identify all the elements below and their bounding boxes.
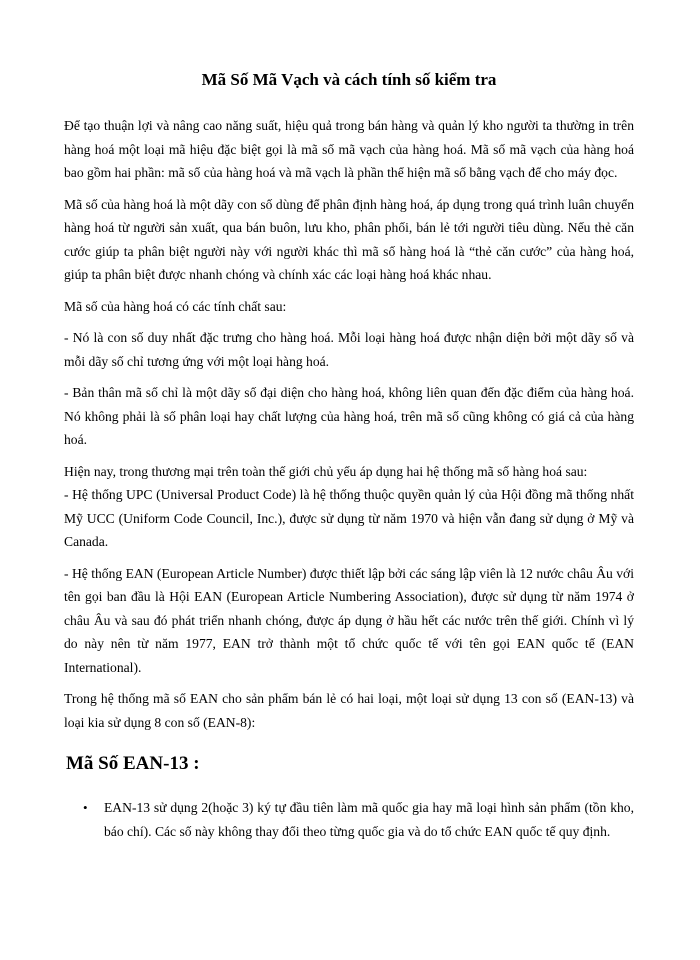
paragraph-property-unique: - Nó là con số duy nhất đặc trưng cho hàng hoá. Mỗi loại hàng hoá được nhận diện bởi một dãy số và mỗi dãy số chỉ tương ứng với một loại hàng hoá. <box>64 330 634 369</box>
paragraph-properties-intro: Mã số của hàng hoá có các tính chất sau: <box>64 298 287 314</box>
section-heading-ean13: Mã Số EAN-13 : <box>66 753 200 774</box>
document-title: Mã Số Mã Vạch và cách tính số kiểm tra <box>201 70 497 89</box>
paragraph-property-representative: - Bản thân mã số chỉ là một dãy số đại diện cho hàng hoá, không liên quan đến đặc điểm của hàng hoá. Nó không phải là số phân loại hay chất lượng của hàng hoá, trên mã số cũng không có giá cả của hàng hoá. <box>64 385 634 447</box>
bullet-list <box>64 796 634 843</box>
paragraph-ean-system: - Hệ thống EAN (European Article Number) được thiết lập bởi các sáng lập viên là 12 nước châu Âu với tên gọi ban đầu là Hội EAN (European Article Numbering Association), được sử dụng từ năm 1974 ở châu Âu và sau đó phát triển nhanh chóng, được áp dụng ở hầu hết các nước trên thế giới. Chính vì lý do này nên từ năm 1977, EAN trở thành một tổ chức quốc tế với tên gọi EAN quốc tế (EAN International). <box>64 565 634 675</box>
list-item <box>83 796 634 843</box>
paragraph-ean-types: Trong hệ thống mã số EAN cho sản phẩm bán lẻ có hai loại, một loại sử dụng 13 con số (EAN-13) và loại kia sử dụng 8 con số (EAN-8): <box>64 691 634 730</box>
paragraph-upc-system: - Hệ thống UPC (Universal Product Code) là hệ thống thuộc quyền quản lý của Hội đồng mã thống nhất Mỹ UCC (Uniform Code Council, Inc.), được sử dụng từ năm 1970 và hiện vẫn đang sử dụng ở Mỹ và Canada. <box>64 487 634 549</box>
paragraph-systems-intro: Hiện nay, trong thương mại trên toàn thế giới chủ yếu áp dụng hai hệ thống mã số hàng hoá sau: <box>64 463 588 479</box>
bullet-icon: • <box>83 800 88 815</box>
paragraph-product-code-definition: Mã số của hàng hoá là một dãy con số dùng để phân định hàng hoá, áp dụng trong quá trình luân chuyển hàng hoá từ người sản xuất, qua bán buôn, lưu kho, phân phối, bán lẻ tới người tiêu dùng. Nếu thẻ căn cước giúp ta phân biệt người này với người khác thì mã số hàng hoá là “thẻ căn cước” của hàng hoá, giúp ta phân biệt được nhanh chóng và chính xác các loại hàng hoá khác nhau. <box>64 196 634 282</box>
list-item-text: EAN-13 sử dụng 2(hoặc 3) ký tự đầu tiên làm mã quốc gia hay mã loại hình sản phẩm (tồn kho, báo chí). Các số này không thay đổi theo từng quốc gia và do tổ chức EAN quốc tế quy định. <box>104 800 634 839</box>
paragraph-intro: Để tạo thuận lợi và nâng cao năng suất, hiệu quả trong bán hàng và quản lý kho người ta thường in trên hàng hoá một loại mã hiệu đặc biệt gọi là mã số mã vạch của hàng hoá. Mã số mã vạch của hàng hoá bao gồm hai phần: mã số của hàng hoá và mã vạch là phần thể hiện mã số bằng vạch để cho máy đọc. <box>64 118 634 180</box>
